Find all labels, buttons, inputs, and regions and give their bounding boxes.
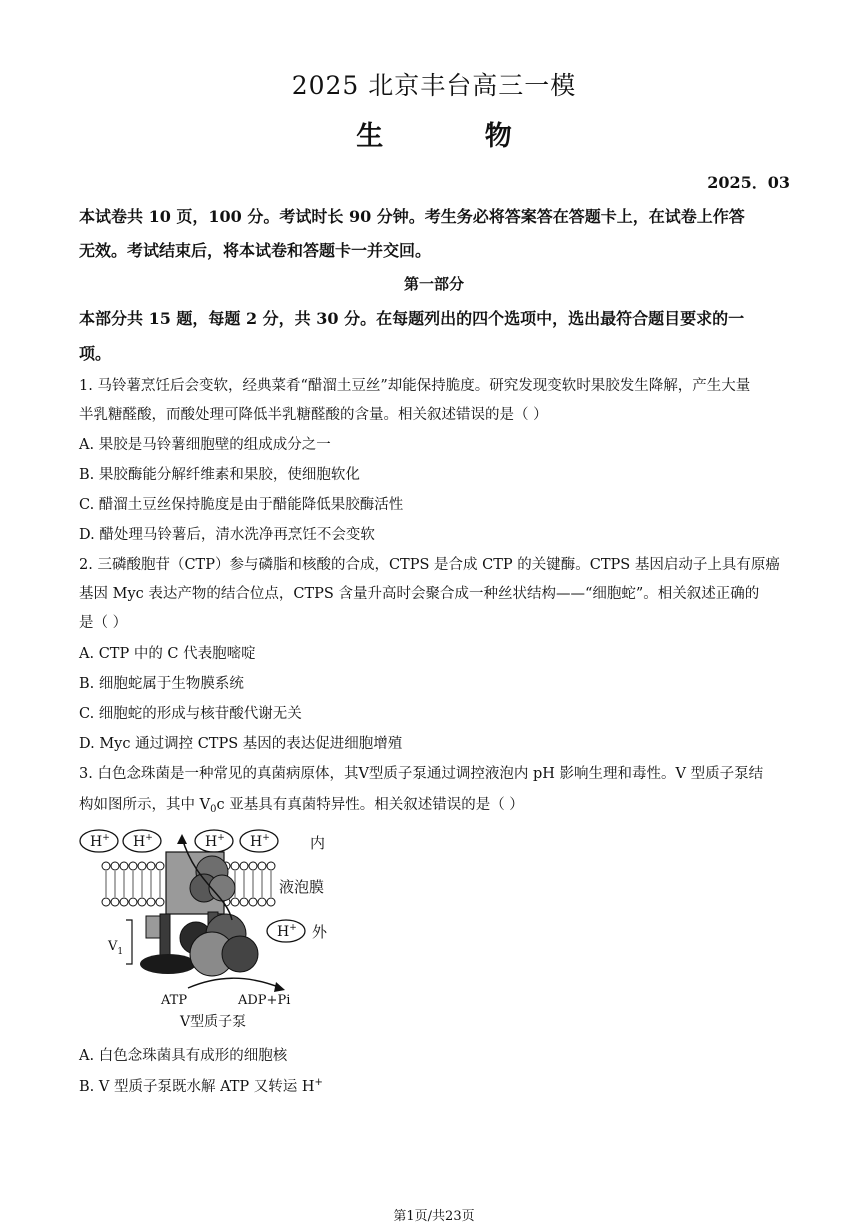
- svg-text:V1: [107, 939, 123, 957]
- q3-option-a: A. 白色念珠菌具有成形的细胞核: [79, 1048, 288, 1064]
- h-ion-1-label: H: [90, 834, 103, 850]
- q1-option-c: C. 醋溜土豆丝保持脆度是由于醋能降低果胶酶活性: [79, 497, 404, 513]
- atp-label: ATP: [161, 993, 188, 1008]
- v-type-proton-pump-diagram: [76, 824, 346, 1036]
- q2-stem-2: 基因 Myc 表达产物的结合位点，CTPS 含量升高时会聚合成一种丝状结构——“细胞蛇”。相关叙述正确的: [79, 586, 760, 602]
- q3-stem-2-post: c 亚基具有真菌特异性。相关叙述错误的是（ ）: [216, 797, 524, 813]
- q3-option-b: [79, 1075, 323, 1096]
- q3-option-b-sup: +: [314, 1077, 323, 1088]
- adp-pi-label: ADP+Pi: [238, 993, 291, 1008]
- part-instruction-2: 项。: [79, 344, 112, 363]
- q2-stem-1: 2. 三磷酸胞苷（CTP）参与磷脂和核酸的合成，CTPS 是合成 CTP 的关键酶。CTPS 基因启动子上具有原癌: [79, 557, 780, 573]
- q3-stem-1: 3. 白色念珠菌是一种常见的真菌病原体，其V型质子泵通过调控液泡内 pH 影响生理和毒性。V 型质子泵结: [79, 766, 764, 782]
- v1-label: V: [108, 939, 118, 954]
- q1-stem-1: 1. 马铃薯烹饪后会变软，经典菜肴“醋溜土豆丝”却能保持脆度。研究发现变软时果胶发生降解，产生大量: [79, 378, 751, 394]
- h-ion-1-plus: +: [102, 833, 110, 843]
- q1-option-a: A. 果胶是马铃薯细胞壁的组成成分之一: [79, 437, 331, 453]
- q3-stem-2: [79, 793, 524, 815]
- q2-option-d: D. Myc 通过调控 CTPS 基因的表达促进细胞增殖: [79, 736, 403, 752]
- subject-title: 生 物: [356, 121, 558, 152]
- q3-stem-2-pre: 构如图所示，其中 V: [79, 797, 211, 813]
- h-ion-2-plus: +: [145, 833, 153, 843]
- q2-option-a: A. CTP 中的 C 代表胞嘧啶: [79, 646, 256, 662]
- outside-label: 外: [312, 923, 328, 941]
- intro-line-2: 无效。考试结束后，将本试卷和答题卡一并交回。: [79, 241, 432, 260]
- h-ion-outside-label: H: [277, 924, 290, 940]
- inside-label: 内: [310, 834, 326, 852]
- h-ion-4-plus: +: [262, 833, 270, 843]
- q2-stem-3: 是（ ）: [79, 615, 128, 631]
- h-ion-2-label: H: [133, 834, 146, 850]
- diagram-caption: V型质子泵: [180, 1014, 247, 1030]
- h-ion-outside-plus: +: [289, 923, 297, 933]
- h-ion-3-plus: +: [217, 833, 225, 843]
- exam-date: 2025．03: [707, 173, 790, 192]
- exam-title: 2025 北京丰台高三一模: [291, 71, 577, 100]
- q1-option-b: B. 果胶酶能分解纤维素和果胶，使细胞软化: [79, 467, 360, 483]
- q2-option-b: B. 细胞蛇属于生物膜系统: [79, 676, 244, 692]
- intro-line-1: 本试卷共 10 页，100 分。考试时长 90 分钟。考生务必将答案答在答题卡上，在试卷上作答: [79, 207, 745, 226]
- part-instruction-1: 本部分共 15 题，每题 2 分，共 30 分。在每题列出的四个选项中，选出最符合题目要求的一: [79, 309, 745, 328]
- q3-stem-2-sub: 0: [210, 804, 217, 815]
- v1-sub: 1: [117, 947, 124, 957]
- q1-stem-2: 半乳糖醛酸，而酸处理可降低半乳糖醛酸的含量。相关叙述错误的是（ ）: [79, 407, 548, 423]
- part-title: 第一部分: [403, 275, 464, 293]
- h-ion-4-label: H: [250, 834, 263, 850]
- q2-option-c: C. 细胞蛇的形成与核苷酸代谢无关: [79, 706, 302, 722]
- q3-option-b-text: B. V 型质子泵既水解 ATP 又转运 H: [79, 1079, 315, 1095]
- page-footer: 第1页/共23页: [393, 1209, 475, 1224]
- vacuole-membrane-label: 液泡膜: [279, 878, 325, 896]
- q1-option-d: D. 醋处理马铃薯后，清水洗净再烹饪不会变软: [79, 527, 375, 543]
- h-ion-3-label: H: [205, 834, 218, 850]
